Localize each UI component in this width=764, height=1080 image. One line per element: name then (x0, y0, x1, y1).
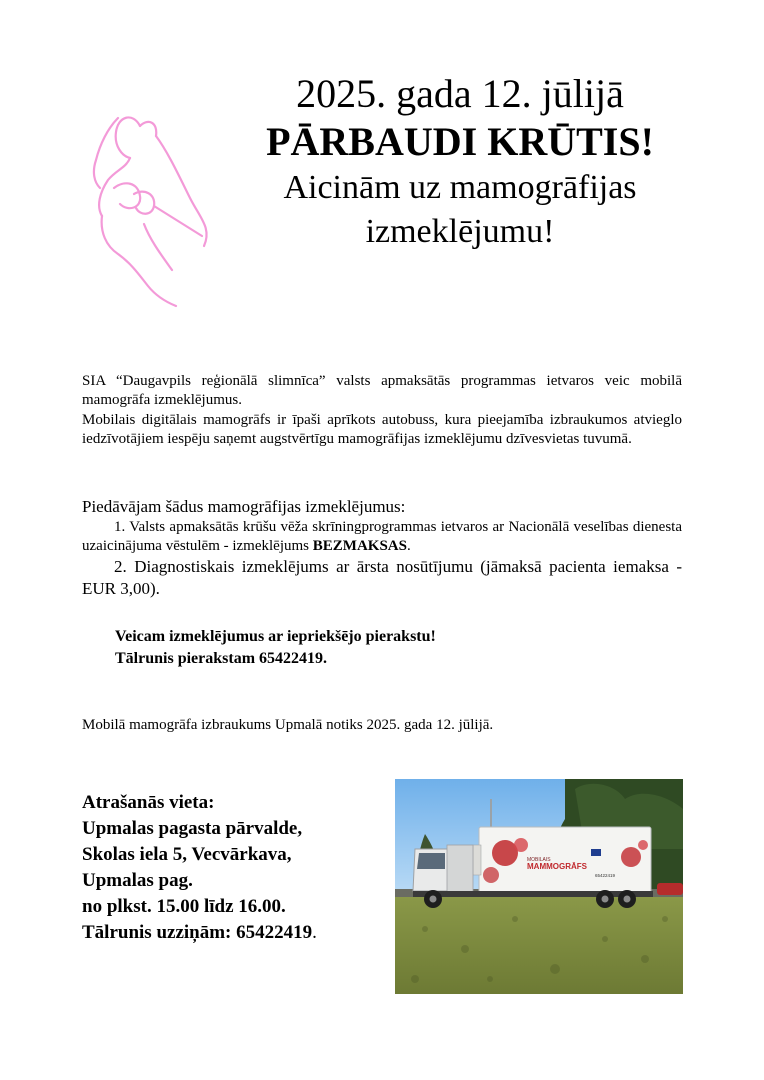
offer-item-2: 2. Diagnostiskais izmeklējums ar ārsta nosūtījumu (jāmaksā pacienta iemaksa - EUR 3,00). (82, 557, 682, 598)
intro-paragraph-2: Mobilais digitālais mamogrāfs ir īpaši aprīkots autobuss, kura pieejamība izbraukumos atvieglo iedzīvotājiem iespēju saņemt augstvērtīgu mamogrāfijas izmeklējumu dzīvesvietas tuvumā. (82, 412, 682, 447)
callout-phone-line: Tālrunis pierakstam 65422419. (115, 650, 328, 667)
bus-brand-line-2: MAMMOGRĀFS (527, 862, 587, 871)
woman-silhouette-logo (78, 108, 223, 308)
location-phone (82, 920, 317, 946)
location-parish: Upmalas pag. (82, 870, 193, 891)
location-phone-period: . (312, 922, 317, 943)
location-phone-text: Tālrunis uzziņām: 65422419 (82, 922, 313, 943)
event-date-heading: 2025. gada 12. jūlijā (296, 71, 624, 116)
offer-item-1-text: 1. Valsts apmaksātās krūšu vēža skrīningprogrammas ietvaros ar Nacionālā veselības dienesta uzaicinājuma vēstulēm - izmeklējums (82, 519, 682, 554)
mammography-bus-photo (395, 779, 683, 994)
visit-notice: Mobilā mamogrāfa izbraukums Upmalā notiks 2025. gada 12. jūlijā. (82, 717, 494, 733)
offer-title: Piedāvājam šādus mamogrāfijas izmeklējumus: (82, 497, 406, 516)
offer-item-1-end: . (406, 538, 411, 554)
appointment-callout (115, 626, 436, 670)
offer-item-1 (82, 518, 682, 556)
location-hours: no plkst. 15.00 līdz 16.00. (82, 896, 286, 917)
offer-section (82, 496, 682, 600)
poster-header (225, 70, 695, 254)
intro-paragraph-1: SIA “Daugavpils reģionālā slimnīca” valsts apmaksātās programmas ietvaros veic mobilā mamogrāfa izmeklējumus. (82, 373, 682, 408)
location-address: Skolas iela 5, Vecvārkava, (82, 844, 292, 865)
offer-item-1-free-label: BEZMAKSAS (312, 538, 407, 554)
invite-line-1: Aicinām uz mamogrāfijas (283, 169, 637, 206)
location-label: Atrašanās vieta: (82, 792, 215, 813)
location-block (82, 790, 317, 946)
poster-headline: PĀRBAUDI KRŪTIS! (266, 119, 654, 164)
callout-line-1: Veicam izmeklējumus ar iepriekšējo pierakstu! (115, 628, 436, 645)
bus-brand-line-1: MOBILAIS (527, 857, 551, 863)
bus-phone-text: 65422419 (595, 873, 616, 878)
invite-line-2: izmeklējumu! (365, 213, 555, 250)
location-venue: Upmalas pagasta pārvalde, (82, 818, 303, 839)
